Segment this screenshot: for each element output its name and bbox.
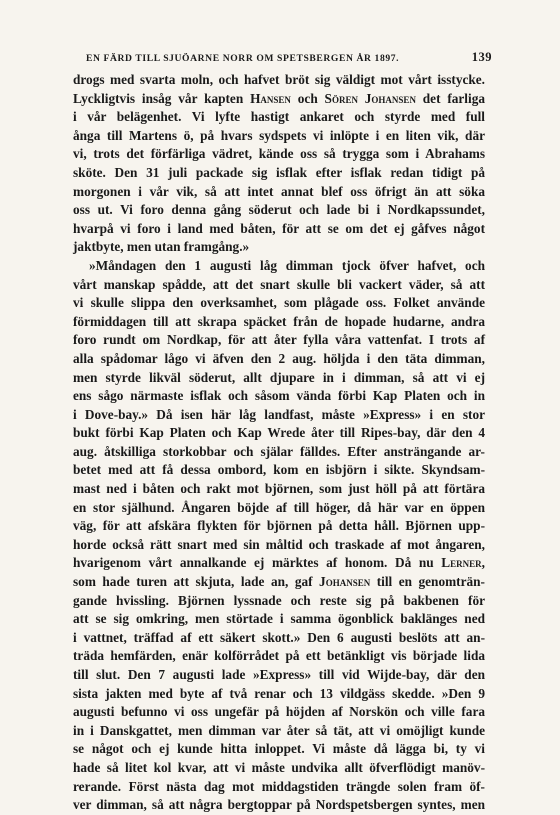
text-line: men styrde likväl söderut, allt djupare in i dimman, så att vi ej: [73, 369, 485, 385]
text-line: vi skulle slippa den overksamhet, som plågade oss. Folket använde: [73, 295, 485, 311]
text-line: att se sig omkring, men störtade i samma ögonblick baklänges ned: [73, 611, 485, 627]
text-line: hade så litet kol kvar, att vi måste undvika allt öfverflödigt manöv-: [73, 759, 485, 775]
text-line: oss ut. Vi foro denna gång söderut och lade bi i Nordkapssundet,: [73, 202, 485, 218]
text-line: sista jakten med byte af två renar och 13 vildgäss skedde. »Den 9: [73, 685, 485, 701]
text-line: drogs med svarta moln, och hafvet bröt sig väldigt mot vårt isstycke.: [73, 72, 485, 87]
text-line: alla spådomar lågo vi äfven den 2 aug. höljda i den täta dimman,: [73, 350, 485, 366]
text-line: mast ned i båten och rakt mot björnen, som just höll på att förtära: [73, 481, 485, 497]
text-line: gande hvissling. Björnen lyssnade och reste sig på bakbenen för: [73, 592, 485, 608]
page-number: 139: [471, 50, 492, 64]
text-line: vårt manskap spådde, att det snart skulle bli vackert väder, så att: [73, 276, 485, 292]
text-line: till slut. Den 7 augusti lade »Express» till vid Wijde-bay, där den: [73, 667, 485, 682]
text-line: rerande. Först nästa dag mot middagstiden trängde solen fram öf-: [73, 778, 485, 794]
running-head: EN FÄRD TILL SJUÖARNE NORR OM SPETSBERGEN ÅR 1897.: [86, 53, 400, 64]
text-line: in i Danskgattet, men dimman var åter så tät, att vi omöjligt kunde: [73, 722, 485, 738]
text-line: aug. åtskilliga storkobbar och själar fälldes. Efter ansträngande ar-: [73, 443, 485, 459]
text-line: hvarpå vi foro i land med båten, för att se om det ej gåfves något: [73, 220, 485, 236]
text-line: morgonen i vår vik, så att intet annat blef oss öfrigt än att söka: [73, 183, 485, 199]
text-line: ånga till Martens ö, på hvars sydspets vi inlöpte i en liten vik, där: [73, 127, 485, 143]
text-line: se något och ej kunde hitta inloppet. Vi måste då lägga bi, ty vi: [73, 741, 485, 757]
text-line: i vår belägenhet. Vi lyfte hastigt ankaret och styrde med full: [73, 109, 485, 125]
page-header: [86, 50, 492, 66]
text-line: som hade turen att skjuta, lade an, gaf Johansen till en genomträn-: [73, 574, 485, 590]
text-line: i vattnet, träffad af ett säkert skott.» Den 6 augusti beslöts att an-: [73, 629, 485, 645]
text-line: foro rundt om Nordkap, för att åter fylla våra vattenfat. I trots af: [73, 332, 485, 348]
text-line: väg, för att afskära flykten för björnen på detta håll. Björnen upp-: [73, 518, 485, 534]
text-line: ver dimman, så att några bergtoppar på Nordspetsbergen syntes, men: [73, 797, 485, 813]
text-line: en stor själhund. Ångaren böjde af till höger, då här var en öppen: [73, 499, 485, 515]
text-line: sköte. Den 31 juli packade sig isflak efter isflak redan tidigt på: [73, 164, 485, 180]
text-line: betet med att få dessa ombord, kom en isbjörn i sikte. Skyndsam-: [73, 462, 485, 478]
text-line: vi, trots det förfärliga vädret, kände oss så trygga som i Abrahams: [73, 146, 485, 162]
text-line: horde också rätt snart med sin måltid och traskade af mot ångaren,: [73, 536, 485, 552]
text-line: förmiddagen till att skrapa späcket från de hopade hudarne, andra: [73, 313, 485, 329]
text-line: jaktbyte, men utan framgång.»: [73, 239, 250, 255]
text-line: träda hemfärden, enär kolförrådet på ett betänkligt vis började lida: [73, 648, 485, 664]
text-line: bukt förbi Kap Platen och Kap Wrede åter till Ripes-bay, där den 4: [73, 425, 485, 441]
text-line: hvarigenom vårt annalkande ej märktes af honom. Då nu Lerner,: [73, 555, 485, 571]
text-line: Lyckligtvis insåg vår kapten Hansen och Sören Johansen det farliga: [73, 90, 485, 106]
body-text: [73, 71, 485, 815]
text-line: ens sågo närmaste isflak och såsom vända förbi Kap Platen och in: [73, 388, 485, 404]
text-line: »Måndagen den 1 augusti låg dimman tjock öfver hafvet, och: [88, 257, 485, 273]
text-line: i Dove-bay.» Då isen här låg landfast, måste »Express» i en stor: [73, 406, 485, 422]
text-line: augusti befunno vi oss ungefär på höjden af Norskön och ville fara: [73, 704, 485, 720]
